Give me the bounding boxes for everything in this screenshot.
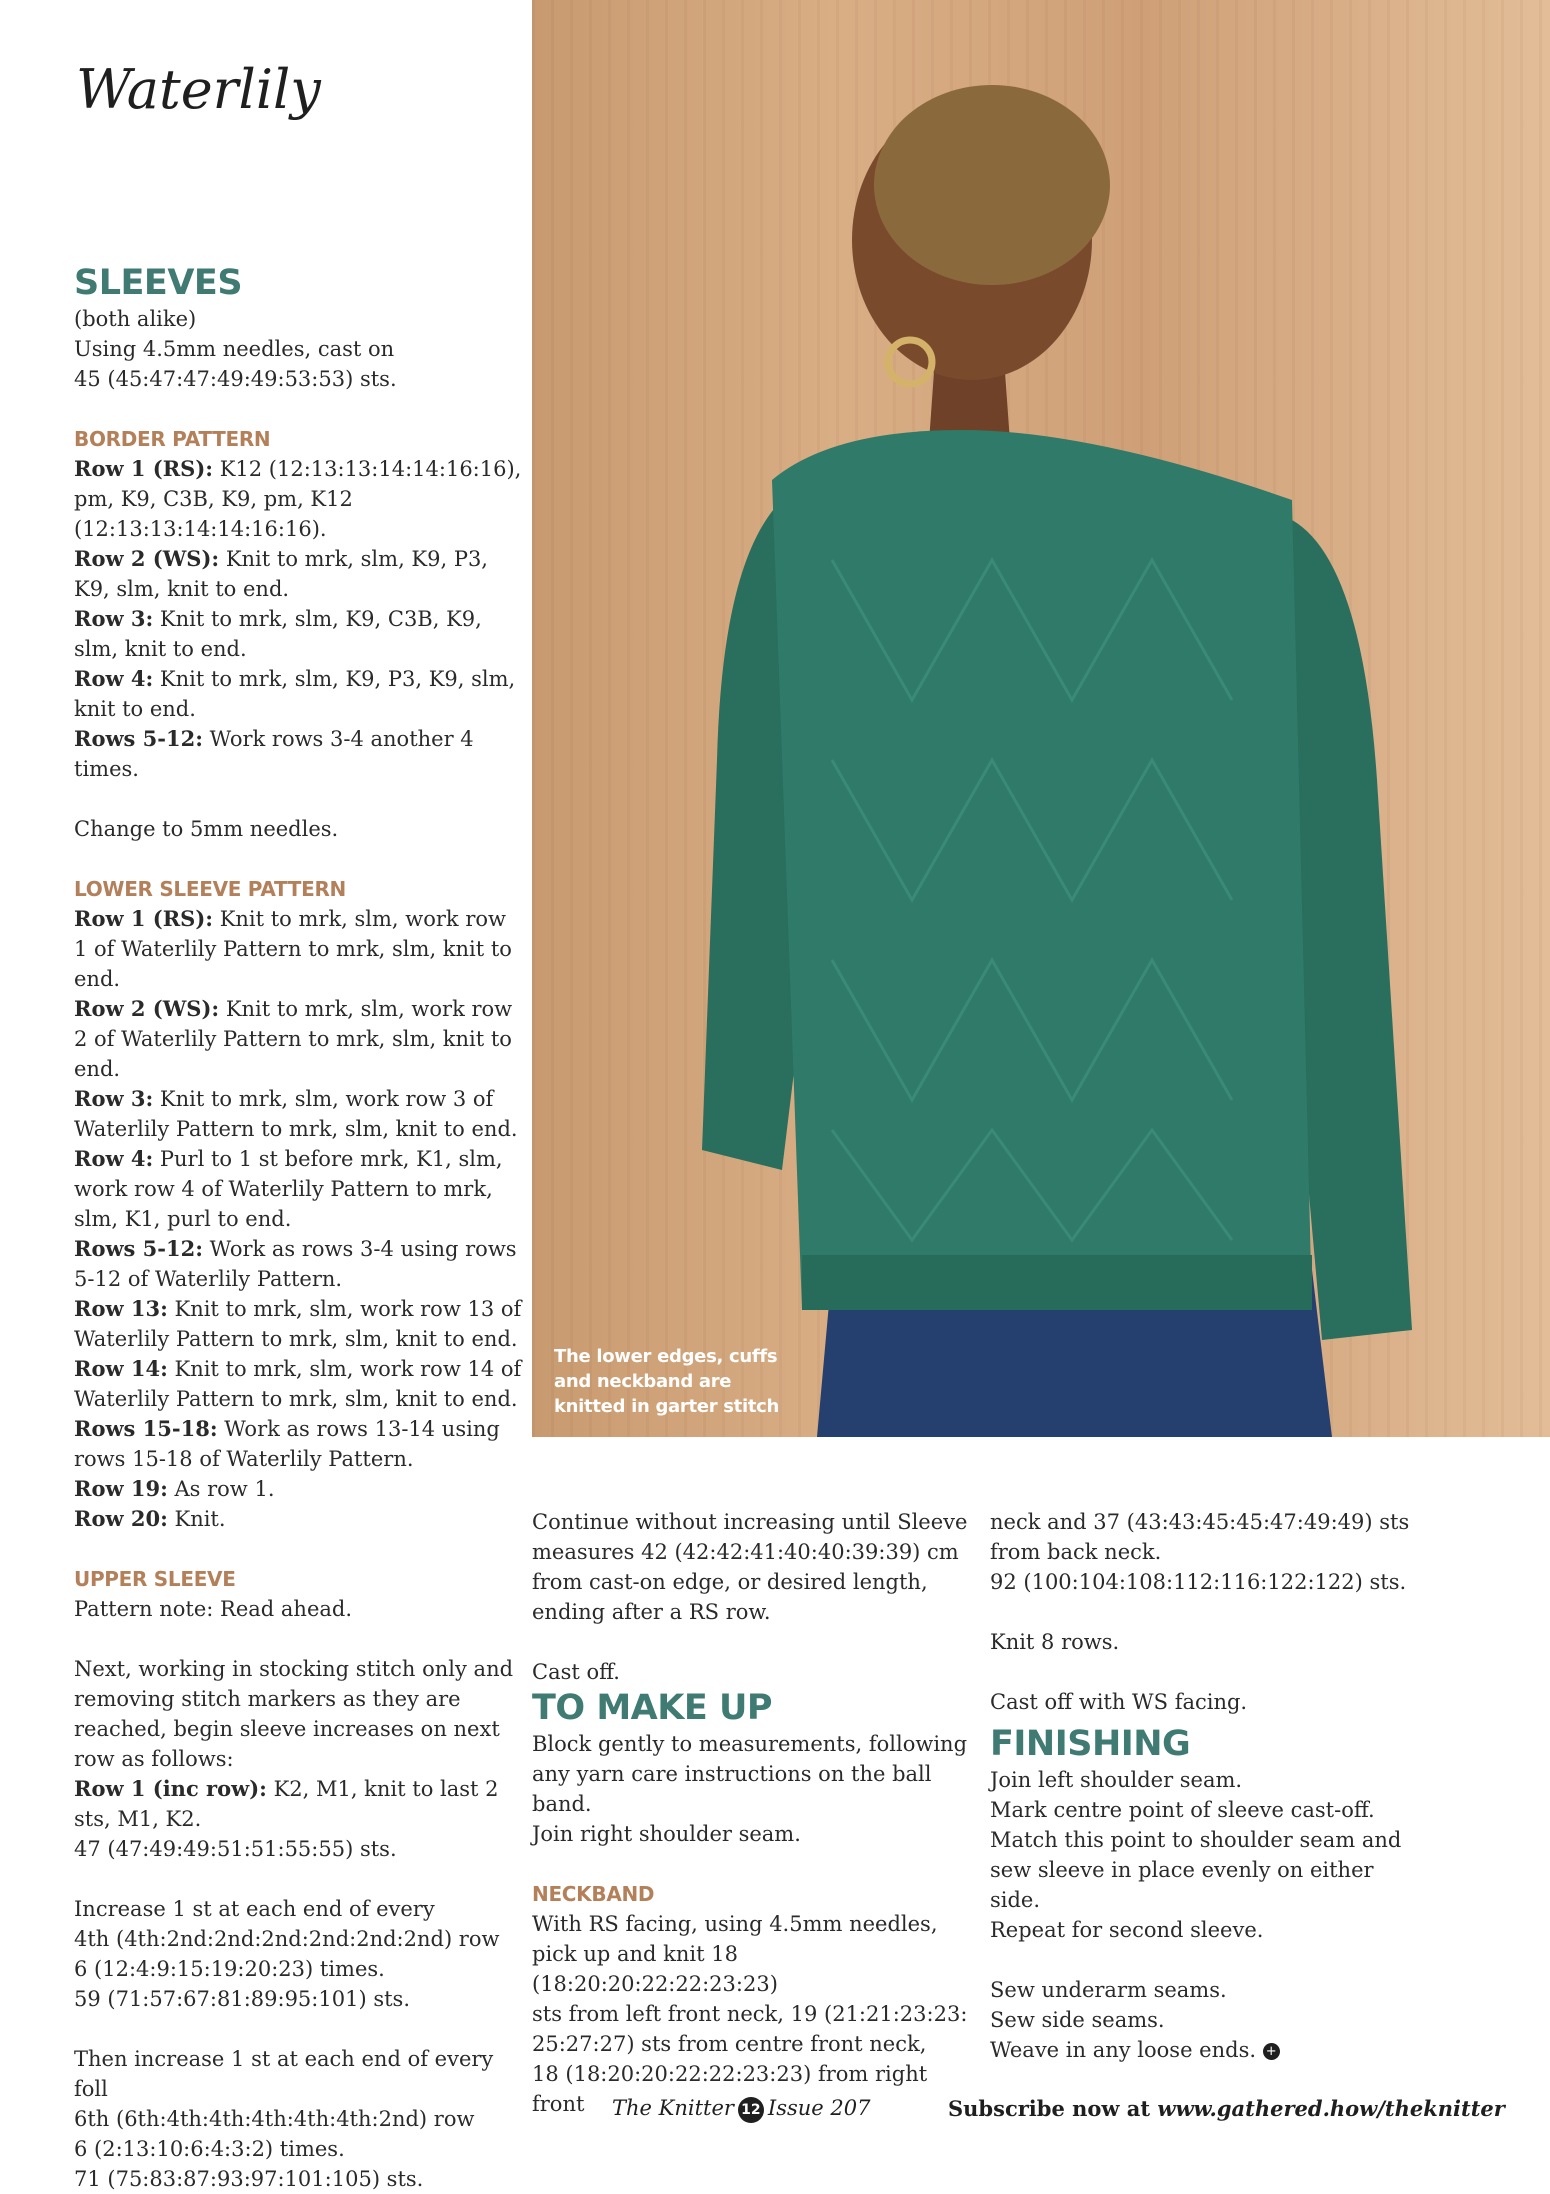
sleeves-intro-line: Using 4.5mm needles, cast on [74, 337, 395, 361]
neckband-line: With RS facing, using 4.5mm needles, [532, 1912, 938, 1936]
lower-row: Rows 5-12: Work as rows 3-4 using rows 5-12 of Waterlily Pattern. [74, 1236, 517, 1291]
neckband-line: 18 (18:20:20:22:22:23:23) from right front [532, 2062, 928, 2116]
lower-row: Row 13: Knit to mrk, slm, work row 13 of Waterlily Pattern to mrk, slm, knit to end. [74, 1296, 522, 1351]
end-mark-icon: + [1263, 2043, 1280, 2060]
finishing-line: Join left shoulder seam. [990, 1768, 1243, 1792]
make-up-line: Join right shoulder seam. [532, 1822, 801, 1846]
finishing-end-line: Sew side seams. [990, 2008, 1165, 2032]
lower-row: Row 14: Knit to mrk, slm, work row 14 of Waterlily Pattern to mrk, slm, knit to end. [74, 1356, 522, 1411]
neckband-line: pick up and knit 18 (18:20:20:22:22:23:23) [532, 1942, 778, 1996]
right-column [990, 1507, 1430, 2065]
lower-row: Rows 15-18: Work as rows 13-14 using rows 15-18 of Waterlily Pattern. [74, 1416, 500, 1471]
lower-row: Row 2 (WS): Knit to mrk, slm, work row 2 of Waterlily Pattern to mrk, slm, knit to end. [74, 996, 513, 1081]
knit-rows-text: Knit 8 rows. [990, 1630, 1120, 1654]
lower-row: Row 3: Knit to mrk, slm, work row 3 of Waterlily Pattern to mrk, slm, knit to end. [74, 1086, 518, 1141]
lower-sleeve-heading: LOWER SLEEVE PATTERN [74, 877, 346, 901]
sleeves-heading: SLEEVES [74, 263, 243, 303]
middle-column [532, 1507, 972, 2119]
increase-line: 6 (2:13:10:6:4:3:2) times. [74, 2137, 345, 2161]
lower-row: Row 1 (RS): Knit to mrk, slm, work row 1 of Waterlily Pattern to mrk, slm, knit to end. [74, 906, 512, 991]
footer-subscribe [948, 2096, 1505, 2121]
sleeves-intro-line: 45 (45:47:47:49:49:53:53) sts. [74, 367, 397, 391]
issue-number: Issue 207 [767, 2096, 871, 2120]
lower-row: Row 19: As row 1. [74, 1476, 275, 1501]
neck-line: from back neck. [990, 1540, 1162, 1564]
left-column [74, 262, 524, 2194]
finishing-end-line: Sew underarm seams. [990, 1978, 1227, 2002]
border-row: Row 2 (WS): Knit to mrk, slm, K9, P3, K9, slm, knit to end. [74, 546, 488, 601]
upper-next: Next, working in stocking stitch only and removing stitch markers as they are reached, begin sleeve increases on next row as follows: [74, 1657, 514, 1771]
upper-sts: 47 (47:49:49:51:51:55:55) sts. [74, 1837, 397, 1861]
border-pattern-heading: BORDER PATTERN [74, 427, 271, 451]
make-up-line: any yarn care instructions on the ball band. [532, 1762, 932, 1816]
border-row: Row 4: Knit to mrk, slm, K9, P3, K9, slm, knit to end. [74, 666, 516, 721]
neck-line: neck and 37 (43:43:45:45:47:49:49) sts [990, 1510, 1410, 1534]
border-row: Rows 5-12: Work rows 3-4 another 4 times. [74, 726, 474, 781]
make-up-line: Block gently to measurements, following [532, 1732, 968, 1756]
increase-line: 4th (4th:2nd:2nd:2nd:2nd:2nd:2nd) row [74, 1927, 500, 1951]
sweater-body-shape [772, 430, 1312, 1310]
finishing-line: Repeat for second sleeve. [990, 1918, 1264, 1942]
increase-line: 6 (12:4:9:15:19:20:23) times. [74, 1957, 385, 1981]
page-number-badge: 12 [738, 2097, 764, 2123]
change-needles-text: Change to 5mm needles. [74, 817, 339, 841]
hair-shape [874, 85, 1110, 285]
finishing-line: Mark centre point of sleeve cast-off. [990, 1798, 1375, 1822]
increase-line: Then increase 1 st at each end of every foll [74, 2047, 494, 2101]
page-title: Waterlily [76, 58, 321, 121]
garter-band-shape [802, 1255, 1312, 1310]
photo-caption: The lower edges, cuffs and neckband are knitted in garter stitch [554, 1346, 780, 1417]
to-make-up-heading: TO MAKE UP [532, 1688, 773, 1728]
lower-row: Row 20: Knit. [74, 1506, 226, 1531]
finishing-line: sew sleeve in place evenly on either side. [990, 1858, 1374, 1912]
neck-line: 92 (100:104:108:112:116:122:122) sts. [990, 1570, 1407, 1594]
upper-note: Pattern note: Read ahead. [74, 1597, 353, 1621]
continue-line: Continue without increasing until Sleeve [532, 1510, 968, 1534]
neckband-heading: NECKBAND [532, 1882, 655, 1906]
increase-line: 6th (6th:4th:4th:4th:4th:4th:2nd) row [74, 2107, 475, 2131]
increase-line: 71 (75:83:87:93:97:101:105) sts. [74, 2167, 424, 2191]
finishing-end-line: Weave in any loose ends. + [990, 2035, 1430, 2065]
increase-line: 59 (71:57:67:81:89:95:101) sts. [74, 1987, 410, 2011]
subscribe-link[interactable]: www.gathered.how/theknitter [1157, 2096, 1505, 2121]
sweater-photo [532, 0, 1550, 1437]
footer-issue [612, 2096, 870, 2123]
cast-off-ws-text: Cast off with WS facing. [990, 1690, 1248, 1714]
upper-sleeve-heading: UPPER SLEEVE [74, 1567, 236, 1591]
magazine-name: The Knitter [612, 2096, 734, 2120]
upper-row-1: Row 1 (inc row): K2, M1, knit to last 2 sts, M1, K2. [74, 1776, 499, 1831]
sweater-photo-illustration [532, 0, 1550, 1437]
cast-off-text: Cast off. [532, 1660, 620, 1684]
subscribe-label: Subscribe now at [948, 2096, 1158, 2121]
finishing-line: Match this point to shoulder seam and [990, 1828, 1402, 1852]
neckband-line: 25:27:27) sts from centre front neck, [532, 2032, 927, 2056]
increase-line: Increase 1 st at each end of every [74, 1897, 435, 1921]
border-row: Row 1 (RS): K12 (12:13:13:14:14:16:16), pm, K9, C3B, K9, pm, K12 (12:13:13:14:14:16:16). [74, 456, 522, 541]
finishing-heading: FINISHING [990, 1724, 1191, 1764]
lower-row: Row 4: Purl to 1 st before mrk, K1, slm, work row 4 of Waterlily Pattern to mrk, slm, K1, purl to end. [74, 1146, 503, 1231]
neckband-line: sts from left front neck, 19 (21:21:23:23: [532, 2002, 968, 2026]
continue-line: measures 42 (42:42:41:40:40:39:39) cm [532, 1540, 959, 1564]
continue-line: from cast-on edge, or desired length, [532, 1570, 928, 1594]
border-row: Row 3: Knit to mrk, slm, K9, C3B, K9, slm, knit to end. [74, 606, 482, 661]
sleeves-intro-line: (both alike) [74, 307, 197, 331]
continue-line: ending after a RS row. [532, 1600, 771, 1624]
